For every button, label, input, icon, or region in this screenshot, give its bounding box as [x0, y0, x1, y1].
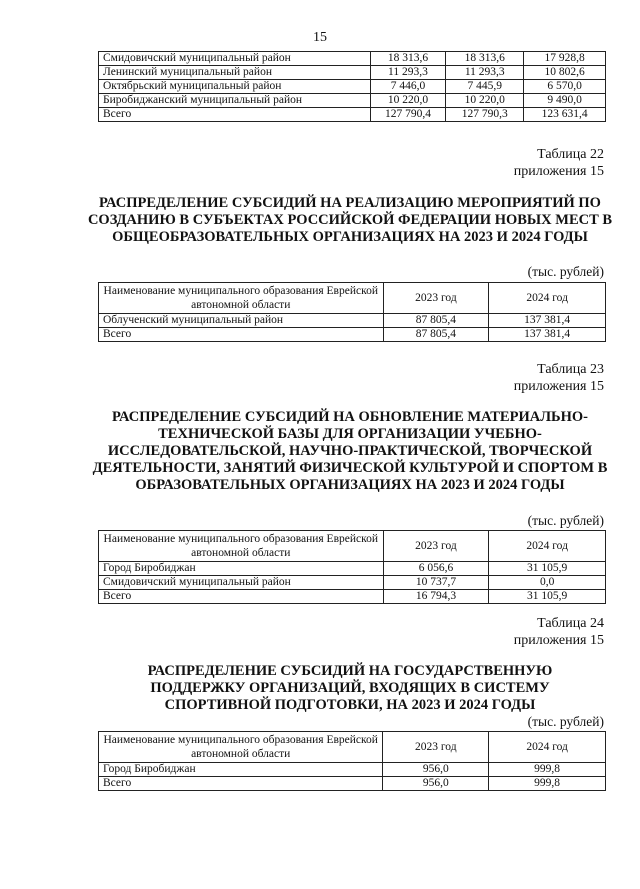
section-23-title: РАСПРЕДЕЛЕНИЕ СУБСИДИЙ НА ОБНОВЛЕНИЕ МАТЕРИАЛЬНО-ТЕХНИЧЕСКОЙ БАЗЫ ДЛЯ ОРГАНИЗАЦИИ УЧЕБНО-ИССЛЕДОВАТЕЛЬСКОЙ, НАУЧНО-ПРАКТИЧЕСКОЙ, ТВОРЧЕСКОЙ ДЕЯТЕЛЬНОСТИ, ЗАНЯТИЙ ФИЗИЧЕСКОЙ КУЛЬТУРОЙ И СПОРТОМ В ОБРАЗОВАТЕЛЬНЫХ ОРГАНИЗАЦИЯХ НА 2023 И 2024 ГОДЫ [92, 409, 608, 493]
cell-name: Город Биробиджан [99, 763, 383, 777]
cell-value: 6 056,6 [383, 562, 489, 576]
cell-value: 10 737,7 [383, 576, 489, 590]
table-number: Таблица 24 [537, 616, 604, 631]
cell-value: 0,0 [489, 576, 606, 590]
table-row [99, 576, 606, 590]
page-number: 15 [313, 30, 327, 45]
cell-name: Смидовичский муниципальный район [99, 576, 384, 590]
cell-value: 123 631,4 [524, 108, 606, 122]
table-number: Таблица 22 [537, 147, 604, 162]
column-header: Наименование муниципального образования Еврейской автономной области [99, 283, 384, 314]
cell-value: 17 928,8 [524, 52, 606, 66]
section-24-title: РАСПРЕДЕЛЕНИЕ СУБСИДИЙ НА ГОСУДАРСТВЕННУЮ ПОДДЕРЖКУ ОРГАНИЗАЦИЙ, ВХОДЯЩИХ В СИСТЕМУ СПОРТИВНОЙ ПОДГОТОВКИ, НА 2023 И 2024 ГОДЫ [147, 663, 553, 713]
table-row [99, 562, 606, 576]
appendix-label: приложения 15 [513, 164, 604, 179]
cell-value: 956,0 [383, 763, 489, 777]
cell-value: 87 805,4 [383, 328, 489, 342]
cell-value: 11 293,3 [370, 66, 446, 80]
continuation-table [98, 51, 606, 122]
cell-name: Ленинский муниципальный район [99, 66, 371, 80]
cell-name: Всего [99, 108, 371, 122]
cell-value: 10 220,0 [370, 94, 446, 108]
column-header: Наименование муниципального образования Еврейской автономной области [99, 531, 384, 562]
table-row [99, 52, 606, 66]
cell-value: 127 790,3 [446, 108, 524, 122]
table-row [99, 80, 606, 94]
column-header: 2024 год [489, 531, 606, 562]
cell-value: 999,8 [489, 777, 606, 791]
table-row-total [99, 590, 606, 604]
cell-value: 7 446,0 [370, 80, 446, 94]
cell-value: 11 293,3 [446, 66, 524, 80]
column-header: 2023 год [383, 732, 489, 763]
column-header: Наименование муниципального образования Еврейской автономной области [99, 732, 383, 763]
appendix-label: приложения 15 [513, 379, 604, 394]
cell-value: 6 570,0 [524, 80, 606, 94]
table-row [99, 763, 606, 777]
cell-name: Смидовичский муниципальный район [99, 52, 371, 66]
table-24-label [514, 615, 604, 649]
cell-name: Биробиджанский муниципальный район [99, 94, 371, 108]
cell-value: 9 490,0 [524, 94, 606, 108]
cell-value: 10 220,0 [446, 94, 524, 108]
table-23-label [514, 361, 604, 395]
table-row [99, 94, 606, 108]
cell-value: 18 313,6 [370, 52, 446, 66]
units-label: (тыс. рублей) [527, 264, 604, 279]
units-label: (тыс. рублей) [527, 513, 604, 528]
cell-name: Всего [99, 777, 383, 791]
table-header-row [99, 732, 606, 763]
column-header: 2024 год [489, 283, 606, 314]
table-23 [98, 530, 606, 604]
cell-value: 137 381,4 [489, 314, 606, 328]
units-label: (тыс. рублей) [527, 714, 604, 729]
cell-name: Всего [99, 328, 384, 342]
cell-value: 137 381,4 [489, 328, 606, 342]
cell-name: Всего [99, 590, 384, 604]
cell-value: 999,8 [489, 763, 606, 777]
table-header-row [99, 531, 606, 562]
table-row [99, 66, 606, 80]
cell-value: 31 105,9 [489, 562, 606, 576]
table-22 [98, 282, 606, 342]
cell-value: 16 794,3 [383, 590, 489, 604]
cell-value: 31 105,9 [489, 590, 606, 604]
cell-value: 18 313,6 [446, 52, 524, 66]
table-24 [98, 731, 606, 791]
table-row-total [99, 108, 606, 122]
table-row-total [99, 328, 606, 342]
section-22-title: РАСПРЕДЕЛЕНИЕ СУБСИДИЙ НА РЕАЛИЗАЦИЮ МЕРОПРИЯТИЙ ПО СОЗДАНИЮ В СУБЪЕКТАХ РОССИЙСКОЙ ФЕДЕРАЦИИ НОВЫХ МЕСТ В ОБЩЕОБРАЗОВАТЕЛЬНЫХ ОРГАНИЗАЦИЯХ НА 2023 И 2024 ГОДЫ [87, 195, 613, 245]
cell-value: 956,0 [383, 777, 489, 791]
cell-value: 87 805,4 [383, 314, 489, 328]
column-header: 2023 год [383, 531, 489, 562]
table-row [99, 314, 606, 328]
table-22-label [514, 146, 604, 180]
cell-name: Облученский муниципальный район [99, 314, 384, 328]
appendix-label: приложения 15 [513, 633, 604, 648]
cell-value: 10 802,6 [524, 66, 606, 80]
cell-value: 127 790,4 [370, 108, 446, 122]
cell-name: Октябрьский муниципальный район [99, 80, 371, 94]
cell-value: 7 445,9 [446, 80, 524, 94]
column-header: 2024 год [489, 732, 606, 763]
column-header: 2023 год [383, 283, 489, 314]
cell-name: Город Биробиджан [99, 562, 384, 576]
table-header-row [99, 283, 606, 314]
table-row-total [99, 777, 606, 791]
table-number: Таблица 23 [537, 362, 604, 377]
